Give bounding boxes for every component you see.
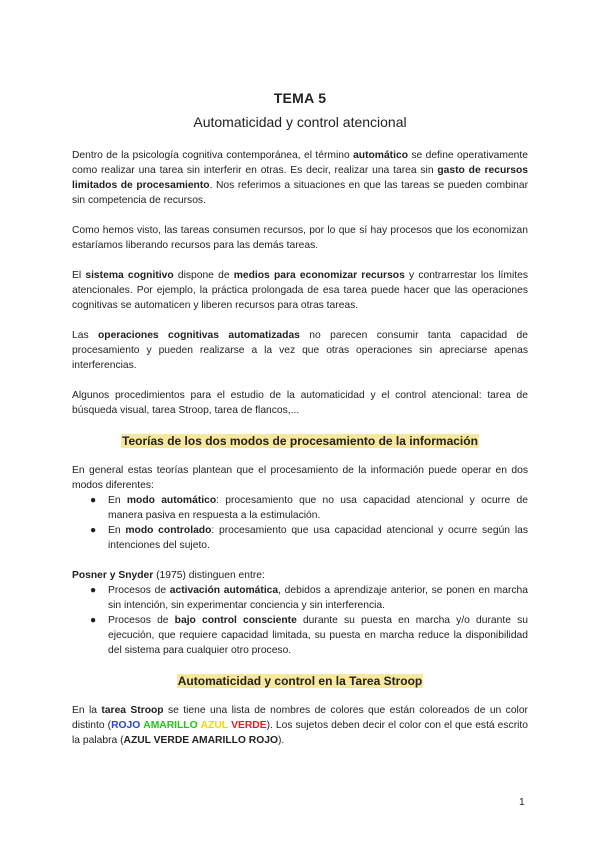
document-body — [72, 148, 528, 763]
text: En la — [72, 705, 102, 716]
bullet-icon: ● — [90, 585, 97, 596]
bold-term: modo automático — [126, 495, 217, 506]
heading-text: Teorías de los dos modos de procesamiento de la información — [122, 434, 478, 448]
page-subtitle: Automaticidad y control atencional — [193, 114, 407, 130]
bullet-icon: ● — [90, 495, 97, 506]
text: dispone de — [173, 270, 234, 281]
text: En — [108, 495, 127, 506]
stroop-word-rojo: ROJO — [111, 720, 141, 731]
text: . Nos referimos a situaciones en que las tareas se pueden combinar sin competencia de recursos. — [72, 180, 528, 206]
text: : procesamiento que usa capacidad atencional y ocurre según las intenciones del sujeto. — [108, 525, 528, 551]
modes-list — [72, 493, 528, 553]
paragraph-automatico — [72, 148, 528, 208]
text: Dentro de la psicología cognitiva contemporánea, el término — [72, 150, 354, 161]
bold-term: AZUL VERDE AMARILLO ROJO — [123, 735, 278, 746]
page-title: TEMA 5 — [273, 90, 327, 106]
text: En — [108, 525, 126, 536]
text: no parecen consumir tanta capacidad de procesamiento y pueden realizarse a la vez que otras operaciones sin apreciarse apenas interferencias. — [72, 330, 528, 371]
bold-term: modo controlado — [125, 525, 212, 536]
text: durante su puesta en marcha y/o durante su ejecución, que requiere capacidad limitada, su puesta en marcha reduce la disponibilidad del sistema para cualquier otro proceso. — [108, 615, 528, 656]
bold-term: tarea Stroop — [101, 705, 164, 716]
bold-term: bajo control consciente — [174, 615, 297, 626]
text: , debidos a aprendizaje anterior, se ponen en marcha sin intención, sin experimentar conciencia y sin interferencia. — [108, 585, 528, 611]
text: ). Los sujetos deben decir el color con el que está escrito la palabra ( — [72, 720, 528, 746]
text: : procesamiento que no usa capacidad atencional y ocurre de manera pasiva en respuesta a la estimulación. — [108, 495, 528, 521]
list-item — [90, 583, 528, 613]
text: se define operativamente como realizar una tarea sin interferir en otras. Es decir, realizar una tarea sin — [72, 150, 528, 176]
list-item — [90, 523, 528, 553]
paragraph-operaciones — [72, 328, 528, 373]
page-number: 1 — [519, 797, 525, 808]
section-heading-teorias — [72, 433, 528, 449]
text: y contrarrestar los límites atencionales. Por ejemplo, la práctica prolongada de esa tarea puede hacer que las operaciones cognitivas se automaticen y liberen recursos para otras tareas. — [72, 270, 528, 311]
bold-term: medios para economizar recursos — [233, 270, 405, 281]
paragraph-dos-modos: En general estas teorías plantean que el procesamiento de la información puede operar en dos modos diferentes: — [72, 465, 528, 491]
paragraph-procedimientos: Algunos procedimientos para el estudio de la automaticidad y el control atencional: tarea de búsqueda visual, tarea Stroop, tarea de flancos,... — [72, 390, 528, 416]
text: ). — [277, 735, 285, 746]
text: El — [72, 270, 86, 281]
bold-term: activación automática — [169, 585, 279, 596]
bold-term: Posner y Snyder — [72, 570, 154, 581]
text: se tiene una lista de nombres de colores que están coloreados de un color distinto ( — [72, 705, 528, 731]
paragraph-recursos: Como hemos visto, las tareas consumen recursos, por lo que sí hay procesos que los economizan estaríamos liberando recursos para las demás tareas. — [72, 225, 528, 251]
heading-text: Automaticidad y control en la Tarea Stroop — [177, 674, 423, 688]
processes-list — [72, 583, 528, 658]
paragraph-posner-snyder — [72, 568, 528, 583]
bold-term: operaciones cognitivas automatizadas — [98, 330, 300, 341]
stroop-word-amarillo: AMARILLO — [143, 720, 198, 731]
stroop-word-verde: VERDE — [231, 720, 267, 731]
bold-term: automático — [353, 150, 408, 161]
bullet-icon: ● — [90, 525, 97, 536]
section-heading-stroop — [72, 673, 528, 689]
text: (1975) distinguen entre: — [153, 570, 265, 581]
text: Las — [72, 330, 98, 341]
list-item — [90, 613, 528, 658]
bold-term: gasto de recursos limitados de procesamiento — [72, 165, 528, 191]
paragraph-sistema-cognitivo — [72, 268, 528, 313]
list-item — [90, 493, 528, 523]
stroop-word-azul: AZUL — [200, 720, 229, 731]
paragraph-stroop — [72, 703, 528, 748]
bullet-icon: ● — [90, 615, 97, 626]
text: Procesos de — [108, 615, 175, 626]
bold-term: sistema cognitivo — [85, 270, 174, 281]
text: Procesos de — [108, 585, 170, 596]
